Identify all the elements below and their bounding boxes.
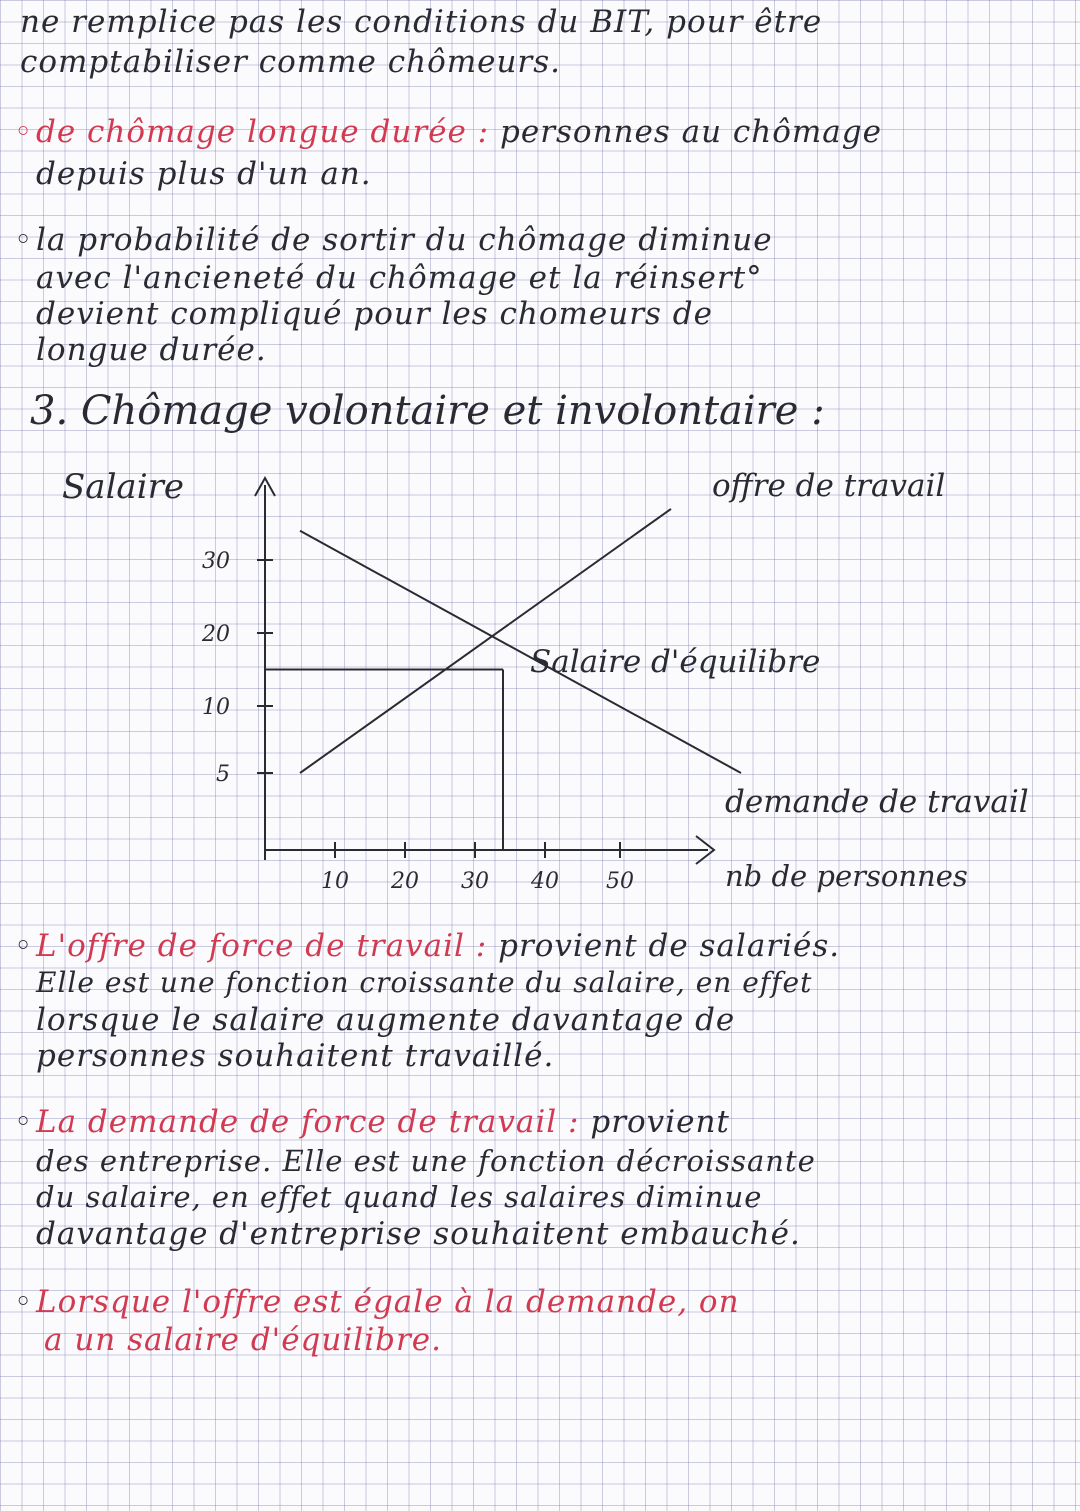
x-tick-label: 10 [321,869,349,894]
y-tick-label: 30 [202,549,230,574]
paragraph-offre [14,928,840,964]
series-line-offre [300,509,671,773]
x-tick-label: 40 [531,869,559,894]
x-axis-label: nb de personnes [725,859,968,893]
text-line: ne remplice pas les conditions du BIT, pour être [20,4,823,40]
text-line: longue durée. [36,332,267,368]
bullet: ◦ [14,1284,34,1320]
series-label-demande: demande de travail [725,784,1029,820]
term-offre: L'offre de force de travail : [36,928,488,964]
bullet: ◦ [14,222,34,258]
text-line: du salaire, en effet quand les salaires diminue [36,1180,763,1214]
text-line: personnes souhaitent travaillé. [36,1038,555,1074]
equilibrium-label: Salaire d'équilibre [530,644,821,680]
bullet: ◦ [14,114,34,150]
text-line: provient de salariés. [498,928,841,964]
y-tick-label: 10 [202,695,230,720]
text-line: a un salaire d'équilibre. [44,1322,442,1358]
x-tick-label: 30 [461,869,489,894]
paragraph-conclusion [14,1284,740,1320]
bullet: ◦ [14,928,34,964]
text-line: Lorsque l'offre est égale à la demande, on [36,1284,740,1320]
term-probabilite: la probabilité [36,222,261,258]
term-long-duree: de chômage longue durée : [36,114,490,150]
text-line: lorsque le salaire augmente davantage de [36,1002,736,1038]
section-heading: 3. Chômage volontaire et involontaire : [30,388,825,434]
text-line: Elle est une fonction croissante du salaire, en effet [36,966,813,999]
y-tick-label: 20 [202,622,230,647]
x-tick-label: 20 [391,869,419,894]
text-line: des entreprise. Elle est une fonction décroissante [36,1144,816,1178]
text-line: avec l'ancieneté du chômage et la réinsert° [36,260,763,296]
definition-text: personnes au chômage [500,114,882,150]
text-line: depuis plus d'un an. [36,156,372,192]
paragraph-demande [14,1104,730,1140]
text-line: comptabiliser comme chômeurs. [20,44,562,80]
term-demande: La demande de force de travail : [36,1104,580,1140]
text-line: devient compliqué pour les chomeurs de [36,296,713,332]
text-line: davantage d'entreprise souhaitent embauché. [36,1216,801,1252]
series-label-offre: offre de travail [712,468,946,504]
y-tick-label: 5 [216,762,230,787]
text-line: provient [590,1104,730,1140]
x-tick-label: 50 [606,869,634,894]
bullet: ◦ [14,1104,34,1140]
y-axis-label: Salaire [62,467,184,507]
text-line: de sortir du chômage diminue [271,222,773,258]
